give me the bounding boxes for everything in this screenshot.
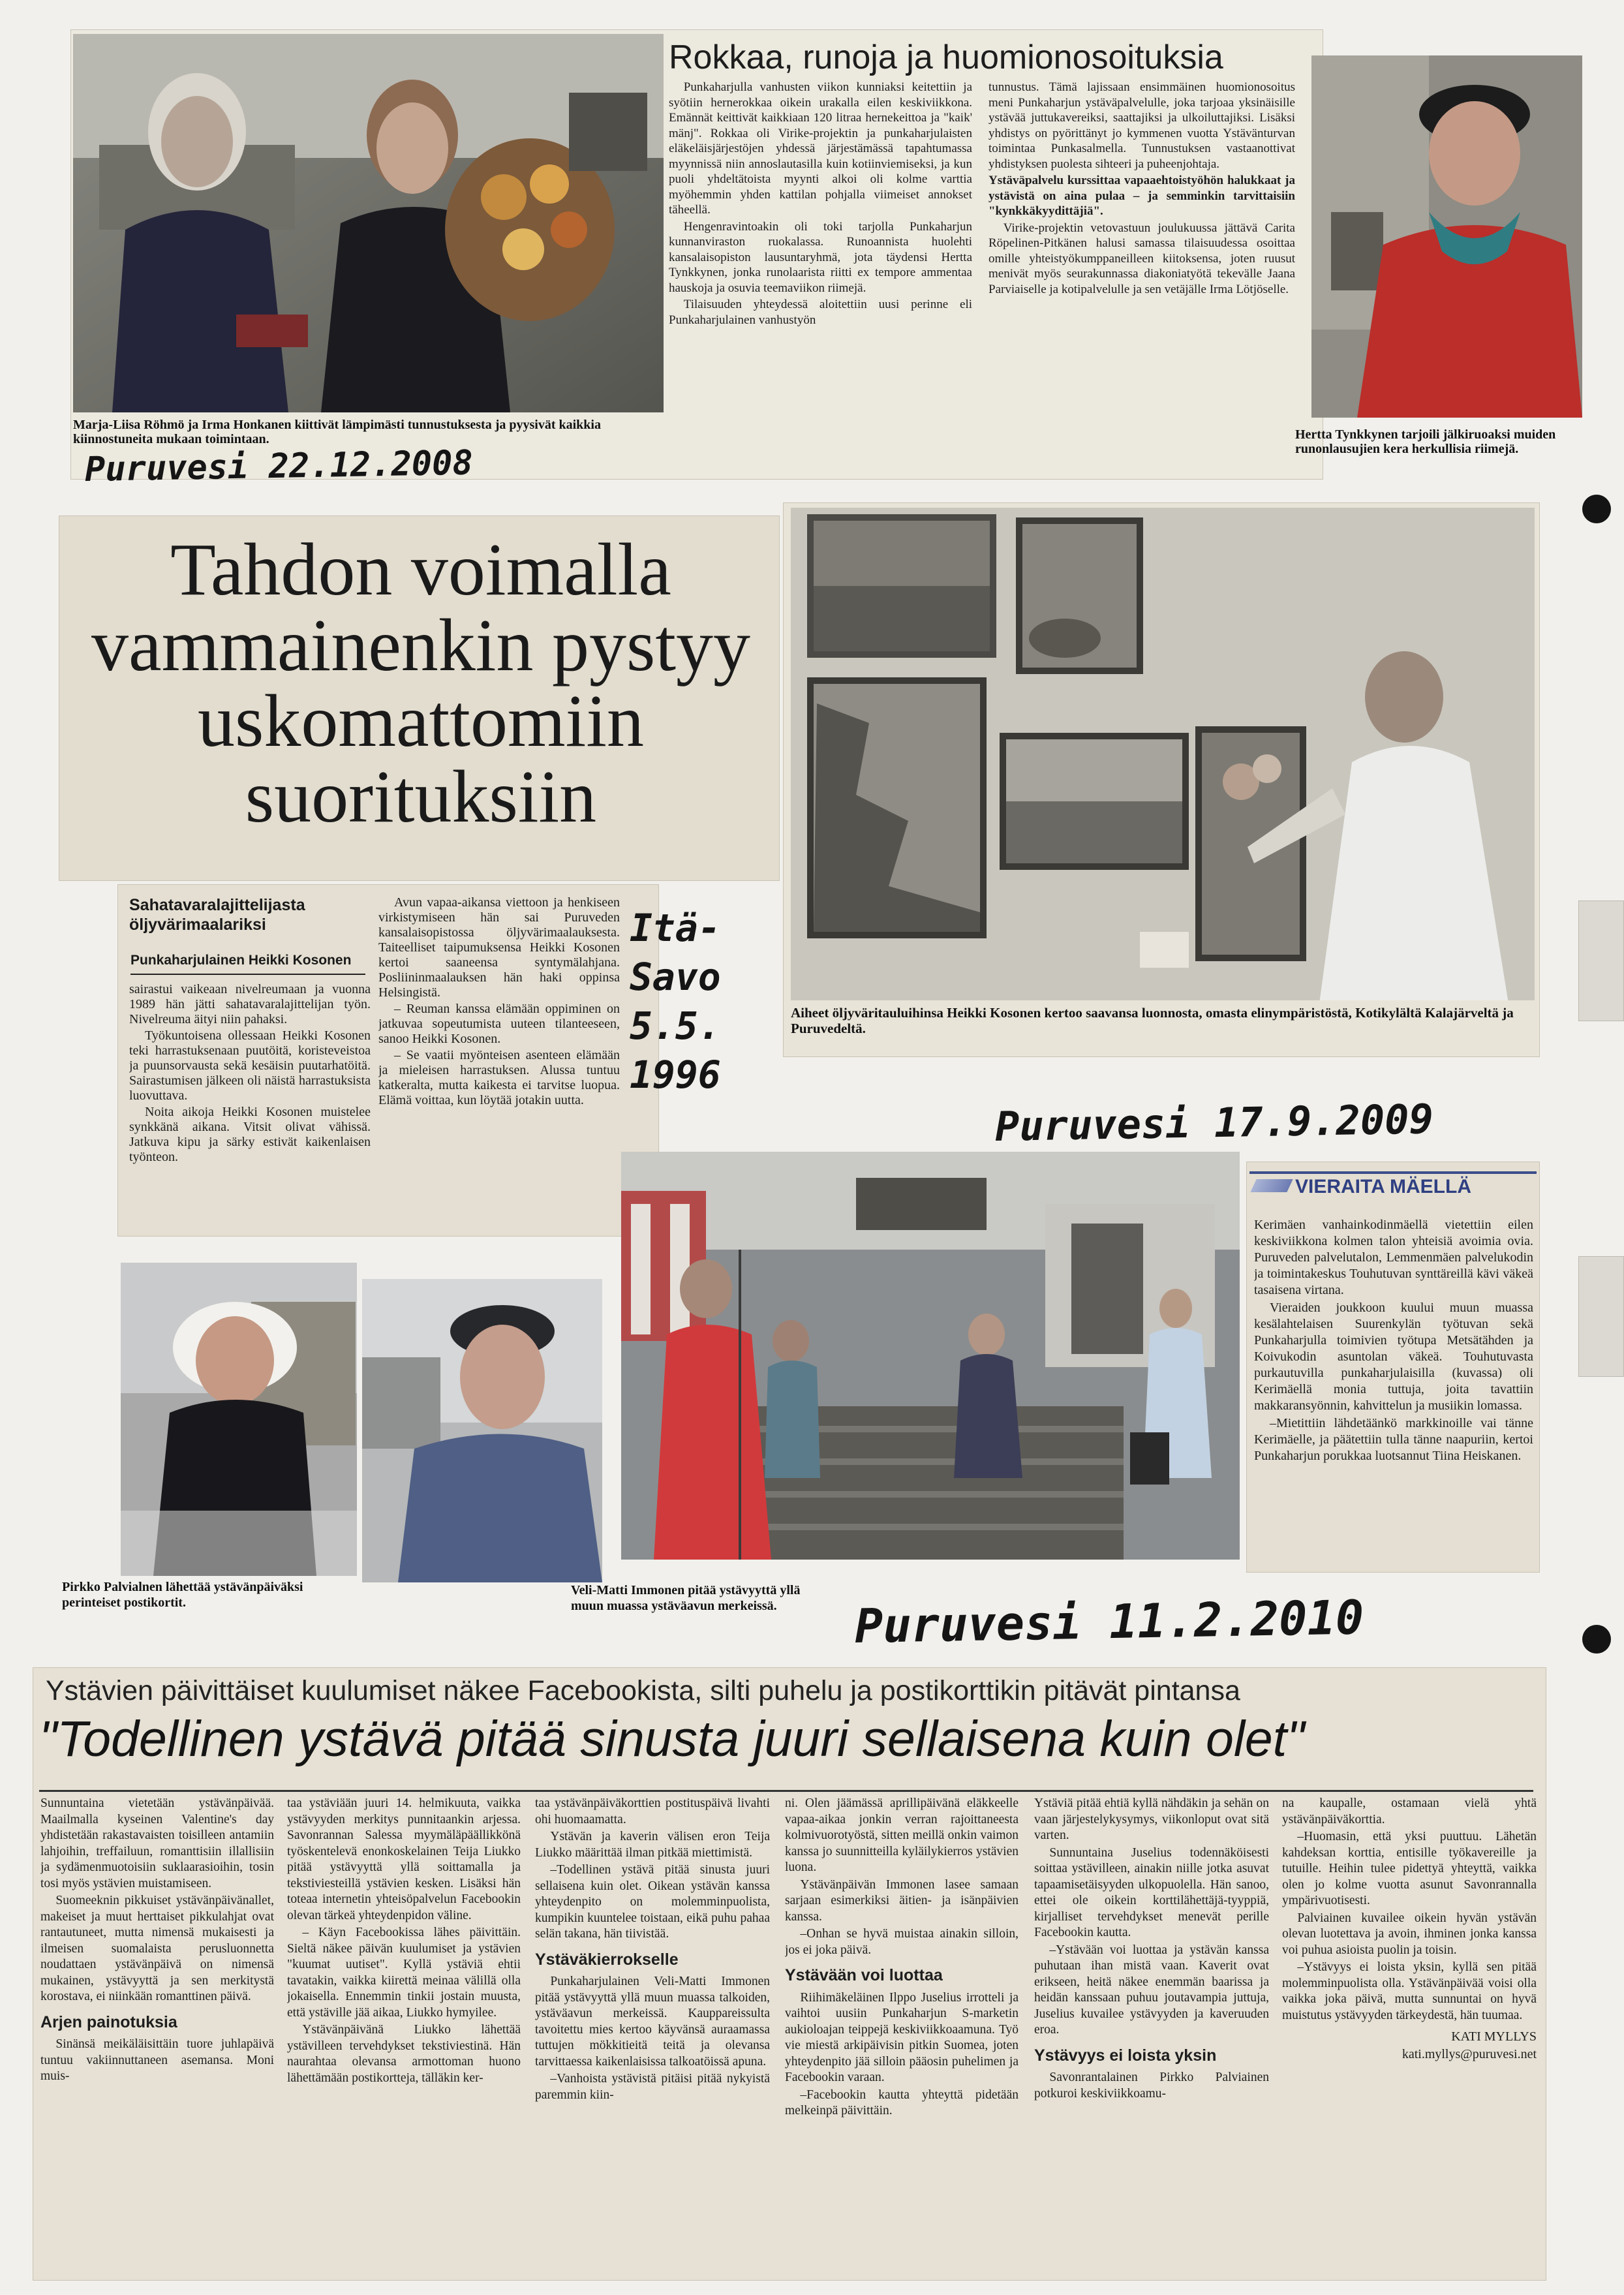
punch-hole-bottom xyxy=(1582,1625,1611,1654)
photo-pirkko-palviainen xyxy=(121,1263,357,1576)
handwritten-source-ita-savo: Itä- Savo 5.5. 1996 xyxy=(630,906,721,1097)
clip1-headline: Rokkaa, runoja ja huomionosoituksia xyxy=(669,39,1223,76)
clip2-headline: Tahdon voimalla vammainenkin pystyy uskomattomiin suorituksiin xyxy=(91,528,751,838)
clip4-column-5: Ystäviä pitää ehtiä kyllä nähdäkin ja sehän on vaan järjestelykysymys, viikonloput ovat sitä varten. Sunnuntaina Juselius todennäköisesti soittaa ystävilleen, ainakin niille jotka asuvat tapaamisetäisyyden ulkopuolella. Hän sanoo, ettei ole oikein korttilähettäjä-tyyppiä, kirjalliset tervehdykset menevät perille Facebookin kautta. –Ystävään voi luottaa ja ystävän kanssa puhutaan ihan mistä vaan. Kaverit ovat erikseen, heitä näkee enemmän baarissa ja heidän kanssaan puhuu joutavampia juttuja, Juselius kuvailee ystävyyden ja kaveruuden eroa. Ystävyys ei loista yksin Savonrantalainen Pirkko Palviainen potkuroi keskiviikkoamu- xyxy=(1034,1796,1269,2101)
photo-caption-hertta: Hertta Tynkkynen tarjoili jälkiruoaksi muiden runonlausujien kera herkullisia riimejä. xyxy=(1295,427,1556,456)
binder-tab-bottom xyxy=(1578,1256,1624,1377)
clip4-column-6: na kaupalle, ostamaan vielä yhtä ystävänpäiväkorttia. –Huomasin, että yksi puuttuu. Lähetän kahdeksan korttia, entisille työkavereille ja tutuille. Heihin tulee pidettyä yhteyttä, vaikka olen jo kolme vuotta asunut Savonrannalla ympärivuotisesti. Palviainen kuvailee oikein hyvän ystävän olevan luotettava ja avoin, ihminen jonka kanssa voi puhua asioista puolin ja toisin. –Ystävyys ei loista yksin, kyllä sen pitää molemminpuolista olla. Ystävänpäivää voisi olla vaikka joka päivä, mutta sunnuntai on hyvä muistutus ystävyyden tärkeydestä, hän tuumaa. KATI MYLLYS kati.myllys@puruvesi.net xyxy=(1282,1796,1537,2061)
signature-email: kati.myllys@puruvesi.net xyxy=(1402,2046,1537,2061)
photo-caption-pirkko: Pirkko Palvialnen lähettää ystävänpäiväksi perinteiset postikortit. xyxy=(62,1580,303,1610)
clip2-column-2: Avun vapaa-aikansa viettoon ja henkiseen virkistymiseen hän sai Puruveden kansalaisopistossa öljyvärimaalauksesta. Taiteelliset taipumuksensa Heikki Kosonen kertoi saaneensa syntymälahjana. Posliininmaalauksen hän haki oppinsa Helsingistä. – Reuman kanssa elämään oppiminen on jatkuvaa sopeutumista uuteen tilanteeseen, sanoo Heikki Kosonen. – Se vaatii myönteisen asenteen elämään ja mieleisen harrastuksen. Alussa tuntuu katkeralta, mutta kaikesta ei tarvitse luopua. Elämä voittaa, kun löytää jotakin uutta. xyxy=(378,895,620,1107)
photo-painter-with-paintings xyxy=(791,508,1535,1000)
photo-two-women-flowers xyxy=(73,34,664,412)
clip4-rule xyxy=(39,1790,1533,1792)
photo-veli-matti-immonen xyxy=(362,1279,602,1582)
clip4-headline: "Todellinen ystävä pitää sinusta juuri sellaisena kuin olet" xyxy=(39,1711,1305,1767)
label-stripe-icon xyxy=(1250,1179,1293,1192)
clip1-column-2: tunnustus. Tämä lajissaan ensimmäinen huomionosoitus meni Punkaharjun ystäväpalvelulle, joka tarjoaa yksinäisille ystävää juttukavereiksi, saattajiksi ja ulkoiluttajiksi. Lisäksi yhdistys on pyörittänyt jo kymmenen vuotta Ystävänturvan toimintaa Punkasalmella. Tunnustuksen vastaanottivat yhdistyksen puolesta sihteeri ja puheenjohtaja. Ystäväpalvelu kurssittaa vapaaehtoistyöhön halukkaat ja ystävistä on aina pulaa – ja semminkin tarvittaisiin "kynkkäkyydittäjiä". Virike-projektin vetovastuun joulukuussa jättävä Carita Röpelinen-Pitkänen halusi samassa tilaisuudessa osoittaa omille yhteistyökumppaneilleen kiitoksensa, joten ruusut menivät myös seurakunnassa diakoniatyötä tekevälle Jaana Parviaiselle ja kotipalvelulle ja sen vetäjälle Irma Lötjöselle. xyxy=(988,80,1295,296)
handwritten-date-puruvesi-2008: Puruvesi 22.12.2008 xyxy=(84,443,474,489)
clip3-body: Kerimäen vanhainkodinmäellä vietettiin eilen keskiviikkona kolmen talon yhteisiä avoimia ovia. Puruveden palvelutalon, Lemmenmäen palvelukodin ja toimintakeskus Touhutuvan synttäreillä kävi väkeä tasaisena virtana. Vieraiden joukkoon kuului muun muassa kesälahtelaisen Suurenkylän työtuvan sekä Punkaharjulla toimivien työtupa Metsätähden ja Koivukodin asuntolan väkeä. Touhutuvasta purkautuvilla punkaharjulaisilla (kuvassa) oli Kerimäellä monia tuttuja, joita tavattiin makkaransyönnin, kahvittelun ja musiikin lomassa. –Mietittiin lähdetäänkö markkinoille vai tänne Kerimäelle, ja päätettiin tulla tänne naapuriin, kertoi Punkaharjun porukkaa luotsannut Tiina Heiskanen. xyxy=(1254,1218,1533,1463)
binder-tab-top xyxy=(1578,901,1624,1021)
clip4-column-4: ni. Olen jäämässä aprillipäivänä eläkkeelle vapaa-aikaa jonkin verran rajoittaneesta kolmivuorotyöstä, sitten meillä onkin vaimon kanssa jo suunnitteilla kyläilykierros ystävien luona. Ystävänpäivän Immonen lasee samaan sarjaan esimerkiksi äitien- ja isänpäivien kanssa. –Onhan se hyvä muistaa ainakin silloin, jos ei joka päivä. Ystävään voi luottaa Riihimäkeläinen Ilppo Juselius irrotteli ja vaihtoi uusiin Punkaharjun S-marketin aukioloajan teippejä keskiviikkoaamuna. Työ vie miestä arkipäivisin pitkin Suomea, joten yhteydenpito jää silloin pääosin puhelimen ja Facebookin varaan. –Facebookin kautta yhteyttä pidetään melkeinpä päivittäin. xyxy=(785,1796,1019,2118)
photo-hertta-tynkkynen xyxy=(1311,55,1582,418)
clip2-subhead: Sahatavaralajittelijasta öljyvärimaalariksi xyxy=(129,896,305,934)
clip4-column-2: taa ystäviään juuri 14. helmikuuta, vaikka ystävyyden merkitys punnitaankin arjessa. Savonrannan Salessa myymäläpäällikkönä työskentelevä enonkoskelainen Teija Liukko pitää ystävyyttä yllä soittamalla ja tekstiviesteillä ystävien kesken. Lisäksi hän toteaa internetin yhteisöpalvelun Facebookin olevan tärkeä yhteydenpidon väline. – Käyn Facebookissa lähes päivittäin. Sieltä näkee päivän kuulumiset ja ystävien "kuumat uutiset". Kyllä ystäviä ehtii tavatakin, vaikka kiirettä meinaa välillä olla jokaisella. Ennemmin tinkii jostain muusta, että ystäville jää aikaa, Liukko hymyilee. Ystävänpäivänä Liukko lähettää ystävilleen tervehdykset tekstiviestinä. Hän naurahtaa olevansa armottoman huono lähettämään postikortteja, tälläkin ker- xyxy=(287,1796,521,2085)
punch-hole-top xyxy=(1582,495,1611,523)
clip1-column-1: Punkaharjulla vanhusten viikon kunniaksi keitettiin ja syötiin hernerokkaa oikein urakalla eilen keskiviikkona. Emännät keittivät kaikkiaan 120 litraa hernekeittoa ja "kaik' mänj". Rokkaa oli Virike-projektin ja punkaharjulaisten eläkeläisjärjestöjen yhdessä järjestämässä tapahtumassa myynnissä niin annoslautasilla kuin kotiinviemiseksi, ja kun puoli yhdeltätoista myynti alkoi oli kolme varttia myöhemmin yhden kattilan pohjalla viimeiset annokset täheellä. Hengenravintoakin oli toki tarjolla Punkaharjun kunnanviraston ruokalassa. Runoannista huolehti kansalaisopiston lausuntaryhmä, jota täydensi Hertta Tynkkynen, jonka runolaarista riitti ex tempore ammentaa hauskoja ja osuvia teemaviikon riimejä. Tilaisuuden yhteydessä aloitettiin uusi perinne eli Punkaharjulainen vanhustyön xyxy=(669,80,972,327)
clip2-column-1: sairastui vaikeaan nivelreumaan ja vuonna 1989 hän jätti sahatavaralajittelijan työn. Nivelreuma äityi niin pahaksi. Työkuntoisena ollessaan Heikki Kosonen teki harrastuksenaan puutöitä, koristeveistoa ja puunsorvausta sekä kesäisin puutarhatöitä. Sairastumisen jälkeen oli näistä harrastuksista luovuttava. Noita aikoja Heikki Kosonen muistelee synkkänä aikana. Vitsit olivat vähissä. Jatkuva kipu ja särky estivät kaikenlaisen työnteon. xyxy=(129,982,371,1164)
handwritten-date-puruvesi-2010: Puruvesi 11.2.2010 xyxy=(854,1590,1364,1654)
photo-visitors-kerimaki xyxy=(621,1152,1240,1560)
section-label-vieraita-maella: VIERAITA MÄELLÄ xyxy=(1249,1171,1537,1201)
clip4-column-3: taa ystävänpäiväkorttien postituspäivä livahti ohi huomaamatta. Ystävän ja kaverin välisen eron Teija Liukko määrittää ilman pitkää miettimistä. –Todellinen ystävä pitää sinusta juuri sellaisena kuin olet. Oikean ystävän kanssa yhteydenpito on molemminpuolista, kumpikin kuuntelee toistaan, eikä puhu pahaa selän takana, hän tiivistää. Ystäväkierrokselle Punkaharjulainen Veli-Matti Immonen pitää ystävyyttä yllä muun muassa talkoiden, ystäväavun merkeissä. Kauppareissulta tavoitettu mies kertoo käyvänsä auraamassa tuttujen mökkitieitä teitä ja olevansa tarvittaessa kaikenlaisissa talkoatöissä apuna. –Vanhoista ystävistä pitäisi pitää nykyistä paremmin kiin- xyxy=(535,1796,770,2102)
photo-caption-veli-matti: Veli-Matti Immonen pitää ystävyyttä yllä muun muassa ystäväavun merkeissä. xyxy=(571,1583,801,1613)
photo-caption-kosonen: Aiheet öljyväritauluihinsa Heikki Kosonen kertoo saavansa luonnosta, omasta elinympäristöstä, Kotikylältä Kalajärveltä ja Puruvedeltä. xyxy=(791,1005,1514,1036)
clip4-kicker: Ystävien päivittäiset kuulumiset näkee Facebookista, silti puhelu ja postikorttikin pitävät pintansa xyxy=(46,1675,1240,1706)
handwritten-date-puruvesi-2009: Puruvesi 17.9.2009 xyxy=(994,1095,1434,1150)
photo-caption-marja-liisa: Marja-Liisa Röhmö ja Irma Honkanen kiittivät lämpimästi tunnustuksesta ja pyysivät kaikkia kiinnostuneita mukaan toimintaan. xyxy=(73,418,601,446)
signature-name: KATI MYLLYS xyxy=(1451,2029,1537,2044)
clip4-column-1: Sunnuntaina vietetään ystävänpäivää. Maailmalla kyseinen Valentine's day yhdistetään rakastavaisten toisilleen antamiin lahjoihin, treffailuun, romanttisiin illallisiin ja sydämenmuotoisiin suklaarasioihin, tosin tosi myös ystävien muistamiseen. Suomeeknin pikkuiset ystävänpäivänallet, makeiset ja muut herttaiset pikkulahjat ovat rantautuneet, mutta nimensä mukaisesti ja ilmeisen suomalaista perusluonnetta noudattaen ystävänpäivä on nimensä mukainen, ystävyyttä ja sen merkitystä korostava, ei niinkään romanttinen päivä. Arjen painotuksia Sinänsä meikäläisittäin tuore juhlapäivä tuntuu vakiinnuttaneen asemansa. Moni muis- xyxy=(40,1796,274,2083)
clip2-lead: Punkaharjulainen Heikki Kosonen xyxy=(130,951,365,975)
